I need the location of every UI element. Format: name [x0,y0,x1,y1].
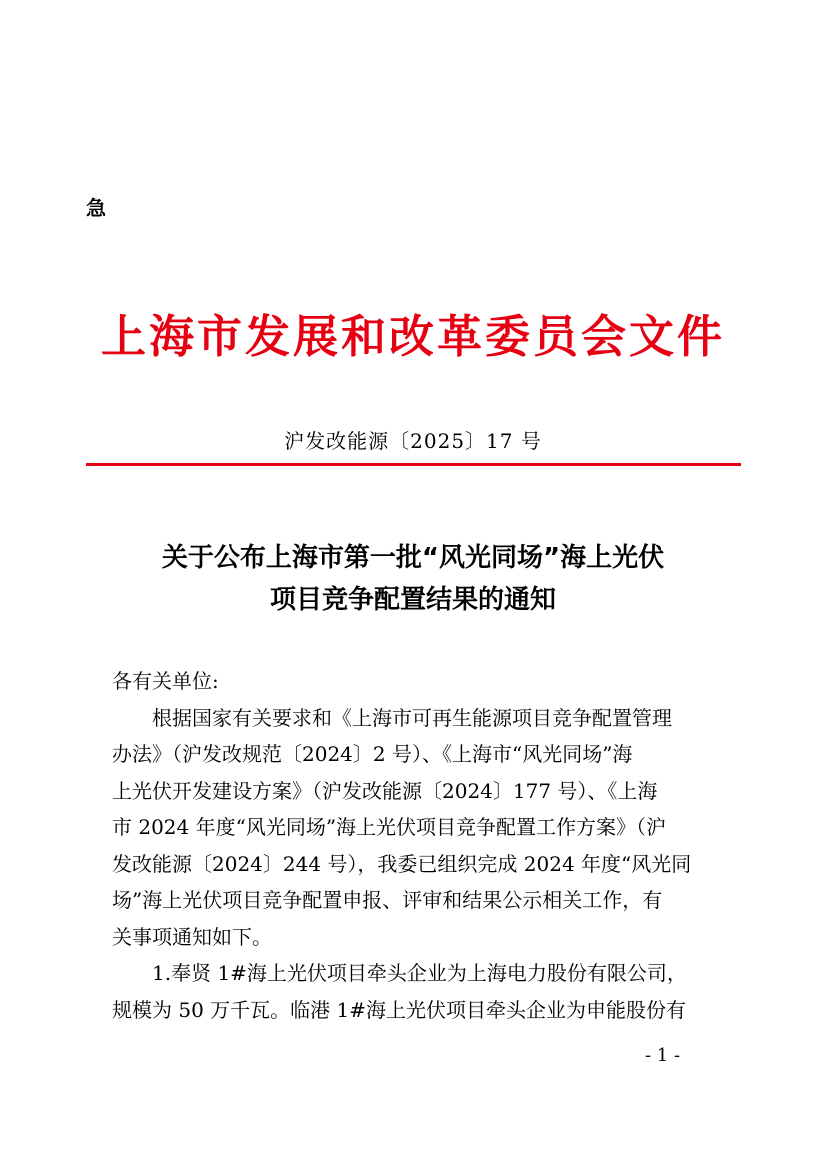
body-line: 上光伏开发建设方案》（沪发改能源〔2024〕177 号）、《上海 [112,778,658,803]
document-body [112,663,722,1028]
body-line: 关事项通知如下。 [112,924,272,949]
body-line: 根据国家有关要求和《上海市可再生能源项目竞争配置管理 [112,705,672,730]
body-line: 场”海上光伏项目竞争配置申报、评审和结果公示相关工作，有 [112,888,663,912]
notice-title-line-2: 项目竞争配置结果的通知 [269,585,556,615]
urgency-mark: 急 [86,196,106,220]
notice-title-line-1: 关于公布上海市第一批“风光同场”海上光伏 [161,543,665,573]
document-number: 沪发改能源〔2025〕17 号 [284,429,542,453]
body-line: 市 2024 年度“风光同场”海上光伏项目竞争配置工作方案》（沪 [112,815,667,839]
red-divider-line [86,463,741,466]
body-line: 发改能源〔2024〕244 号），我委已组织完成 2024 年度“风光同 [112,851,692,876]
notice-title [0,537,826,621]
body-line: 规模为 50 万千瓦。临港 1#海上光伏项目牵头企业为申能股份有 [112,997,687,1022]
body-line: 1.奉贤 1#海上光伏项目牵头企业为上海电力股份有限公司， [112,961,687,985]
page-number: - 1 - [645,1045,681,1066]
body-line: 办法》（沪发改规范〔2024〕2 号）、《上海市“风光同场”海 [112,742,633,766]
issuer-header: 上海市发展和改革委员会文件 [100,310,725,363]
salutation: 各有关单位: [112,669,219,693]
